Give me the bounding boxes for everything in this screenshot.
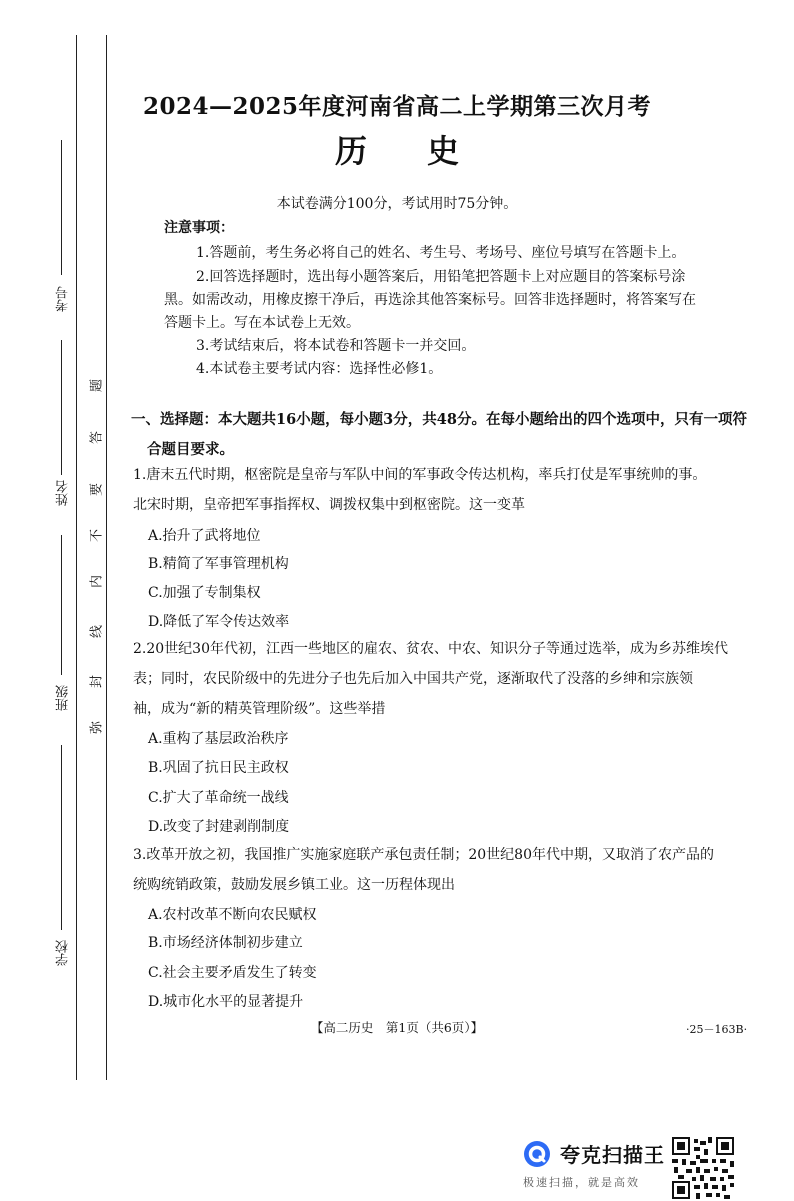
name-label: 姓名: [56, 480, 71, 506]
notice-item-2-cont: 黑。如需改动，用橡皮擦干净后，再选涂其他答案标号。回答非选择题时，将答案写在: [164, 292, 696, 308]
notice-item-4: 4.本试卷主要考试内容：选择性必修1。: [196, 361, 443, 377]
name-field: [44, 340, 70, 550]
seal-char: 题: [89, 379, 105, 393]
seal-char: 要: [89, 483, 105, 497]
school-field: [44, 745, 70, 975]
seal-char: 内: [89, 575, 105, 589]
question-stem-line: 北宋时期，皇帝把军事指挥权、调拨权集中到枢密院。这一变革: [133, 497, 525, 513]
question-1-stem: [133, 460, 753, 520]
notice-title: 注意事项：: [164, 220, 234, 236]
class-line[interactable]: [61, 535, 62, 675]
subject-title: 历史: [334, 132, 519, 170]
section-heading: [131, 405, 751, 465]
notice-item-2: 2.回答选择题时，选出每小题答案后，用铅笔把答题卡上对应题目的答案标号涂: [196, 269, 686, 285]
question-3-option-d[interactable]: D.城市化水平的显著提升: [148, 994, 304, 1010]
question-2-stem: [133, 634, 753, 724]
question-2-option-c[interactable]: C.扩大了革命统一战线: [148, 790, 289, 806]
question-2-option-a[interactable]: A.重构了基层政治秩序: [148, 731, 289, 747]
notice-item-1: 1.答题前，考生务必将自己的姓名、考生号、考场号、座位号填写在答题卡上。: [196, 245, 686, 261]
page-footer: 【高二历史 第1页（共6页）】: [310, 1020, 484, 1035]
question-1-option-a[interactable]: A.抬升了武将地位: [148, 528, 261, 544]
scanner-app-name: 夸克扫描王: [560, 1143, 665, 1167]
class-label: 班级: [56, 685, 71, 711]
seal-char: 弥: [89, 721, 105, 735]
question-3-option-a[interactable]: A.农村改革不断向农民赋权: [148, 907, 317, 923]
question-1-option-c[interactable]: C.加强了专制集权: [148, 585, 261, 601]
school-label: 学校: [56, 940, 71, 966]
scanner-logo-icon: [523, 1140, 551, 1168]
seal-warning-column: [86, 376, 104, 736]
question-3-stem: [133, 840, 753, 900]
class-field: [44, 535, 70, 735]
question-1-option-d[interactable]: D.降低了军令传达效率: [148, 614, 290, 630]
binding-line-inner: [106, 35, 107, 1080]
name-line[interactable]: [61, 340, 62, 475]
question-2-option-b[interactable]: B.巩固了抗日民主政权: [148, 760, 289, 776]
question-3-option-b[interactable]: B.市场经济体制初步建立: [148, 935, 303, 951]
section-heading-line: 合题目要求。: [147, 441, 234, 458]
qr-code-icon[interactable]: [670, 1135, 736, 1201]
seal-char: 线: [89, 625, 105, 639]
seal-char: 答: [89, 431, 105, 445]
section-heading-line: 一、选择题：本大题共16小题，每小题3分，共48分。在每小题给出的四个选项中，只有一项符: [131, 411, 747, 428]
question-2-option-d[interactable]: D.改变了封建剥削制度: [148, 819, 290, 835]
question-1-option-b[interactable]: B.精简了军事管理机构: [148, 556, 289, 572]
question-stem-line: 统购统销政策，鼓励发展乡镇工业。这一历程体现出: [133, 877, 455, 893]
question-stem-line: 袖，成为“新的精英管理阶级”。这些举措: [133, 701, 386, 717]
question-stem-line: 1.唐末五代时期，枢密院是皇帝与军队中间的军事政令传达机构，率兵打仗是军事统帅的事。: [133, 467, 707, 483]
binding-line-outer-top: [76, 35, 77, 1080]
paper-code: ·25－163B·: [686, 1023, 748, 1036]
school-line[interactable]: [61, 745, 62, 930]
question-stem-line: 表；同时，农民阶级中的先进分子也先后加入中国共产党，逐渐取代了没落的乡绅和宗族领: [133, 671, 693, 687]
question-3-option-c[interactable]: C.社会主要矛盾发生了转变: [148, 965, 317, 981]
seal-char: 不: [89, 529, 105, 543]
notice-item-2-cont: 答题卡上。写在本试卷上无效。: [164, 315, 360, 331]
question-stem-line: 3.改革开放之初，我国推广实施家庭联产承包责任制；20世纪80年代中期，又取消了农产品的: [133, 847, 714, 863]
question-stem-line: 2.20世纪30年代初，江西一些地区的雇农、贫农、中农、知识分子等通过选举，成为乡苏维埃代: [133, 641, 728, 657]
exam-title: 2024—2025年度河南省高二上学期第三次月考: [142, 93, 652, 120]
notice-item-3: 3.考试结束后，将本试卷和答题卡一并交回。: [196, 338, 476, 354]
seal-char: 封: [89, 675, 105, 689]
scanner-slogan: 极速扫描，就是高效: [523, 1176, 640, 1189]
exam-number-label: 考号: [56, 286, 71, 312]
exam-info: 本试卷满分100分，考试用时75分钟。: [276, 196, 518, 212]
